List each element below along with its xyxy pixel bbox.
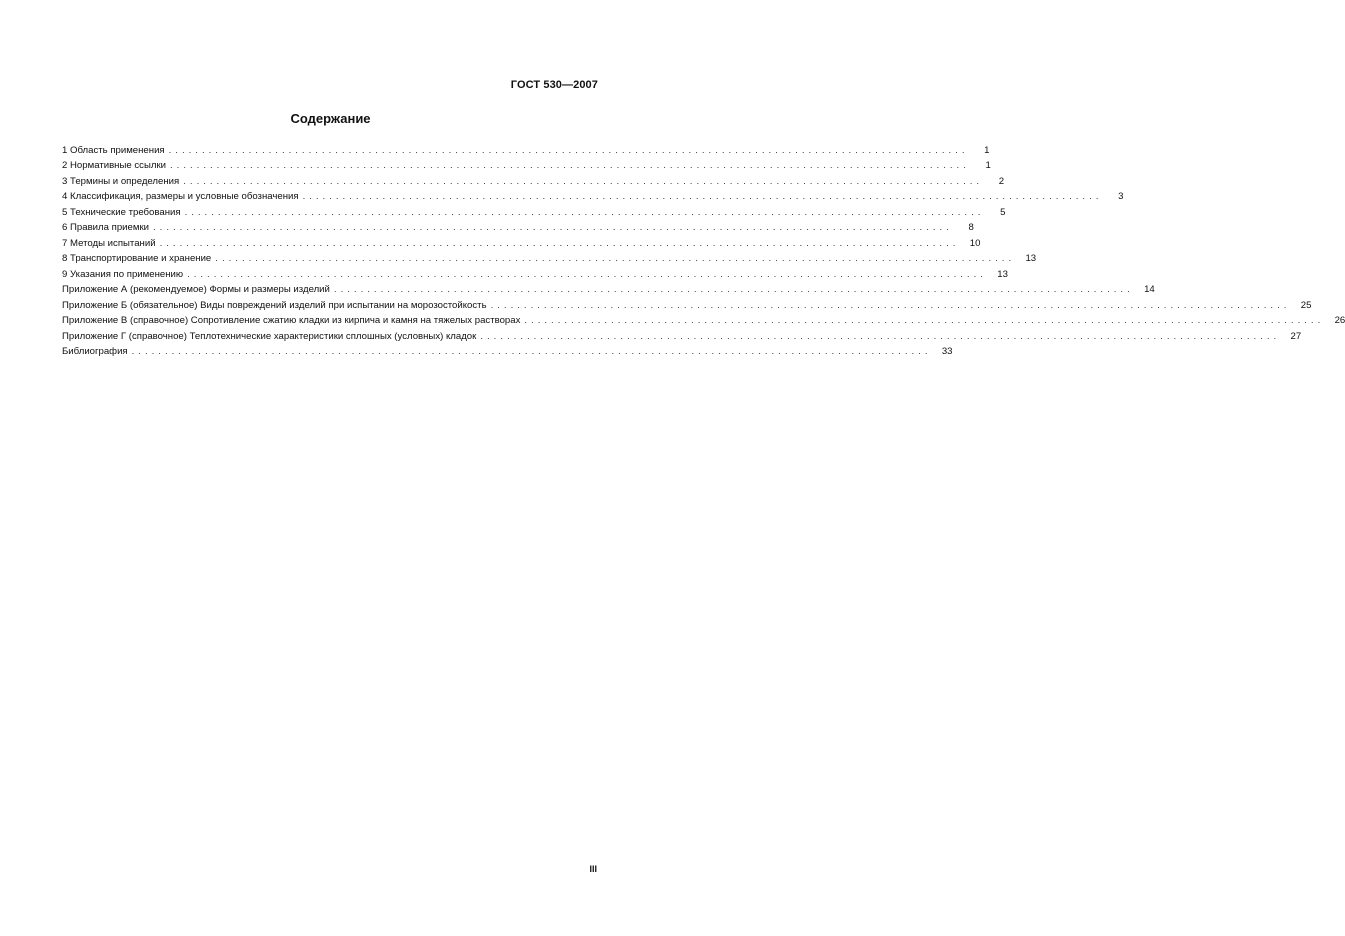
toc-item-label: Приложение Б (обязательное) Виды повреждений изделий при испытании на морозостойкость [62, 299, 487, 311]
toc-leader-dots: ........................................................................................................................ [490, 299, 1291, 311]
table-of-contents [62, 141, 1345, 358]
toc-item-label: 7 Методы испытаний [62, 237, 156, 249]
toc-item-page: 1 [985, 160, 991, 171]
toc-item-page: 14 [1144, 284, 1155, 295]
toc-item-page: 25 [1300, 299, 1312, 311]
toc-item-page: 1 [984, 144, 990, 156]
toc-leader-dots: ........................................................................................................................ [187, 268, 987, 280]
toc-leader-dots: ........................................................................................................................ [302, 191, 1103, 202]
toc-item[interactable] [62, 219, 974, 235]
toc-item[interactable] [62, 250, 1037, 266]
toc-leader-dots: ........................................................................................................................ [153, 222, 953, 233]
toc-item[interactable] [62, 281, 1155, 297]
toc-item[interactable] [62, 141, 990, 157]
toc-item[interactable] [62, 312, 1345, 328]
toc-leader-dots: ........................................................................................................................ [170, 160, 970, 171]
toc-item-page: 2 [998, 175, 1005, 187]
toc-item-label: Библиография [62, 346, 128, 357]
toc-item-label: 6 Правила приемки [62, 222, 149, 233]
toc-item[interactable] [62, 188, 1124, 204]
toc-item[interactable] [62, 296, 1312, 312]
toc-item[interactable] [62, 203, 1006, 219]
toc-leader-dots: ........................................................................................................................ [215, 253, 1016, 264]
toc-title: Содержание [290, 111, 371, 126]
toc-item[interactable] [62, 343, 953, 359]
toc-leader-dots: ........................................................................................................................ [183, 175, 984, 187]
toc-item-page: 10 [969, 237, 981, 249]
toc-item-label: 1 Область применения [62, 144, 165, 156]
toc-item[interactable] [62, 157, 991, 173]
toc-leader-dots: ........................................................................................................................ [184, 206, 985, 218]
toc-item-label: 2 Нормативные ссылки [62, 160, 167, 171]
toc-item-page: 3 [1118, 191, 1124, 202]
toc-item-label: 4 Классификация, размеры и условные обозначения [62, 191, 299, 202]
toc-item-page: 26 [1334, 315, 1345, 326]
toc-leader-dots: ........................................................................................................................ [159, 237, 960, 249]
toc-item-label: Приложение А (рекомендуемое) Формы и размеры изделий [62, 284, 330, 295]
toc-item-label: 9 Указания по применению [62, 268, 184, 280]
document-code: ГОСТ 530—2007 [510, 79, 598, 91]
toc-item[interactable] [62, 327, 1302, 343]
toc-item-page: 33 [941, 346, 953, 357]
toc-leader-dots: ........................................................................................................................ [524, 315, 1325, 326]
toc-item-label: Приложение В (справочное) Сопротивление сжатию кладки из кирпича и камня на тяжелых растворах [62, 315, 521, 326]
toc-item-page: 8 [968, 222, 974, 233]
toc-item-page: 27 [1290, 330, 1302, 342]
toc-item-label: 8 Транспортирование и хранение [62, 253, 212, 264]
toc-leader-dots: ........................................................................................................................ [480, 330, 1281, 342]
toc-leader-dots: ........................................................................................................................ [131, 346, 932, 357]
toc-leader-dots: ........................................................................................................................ [333, 284, 1134, 295]
toc-item-label: 5 Технические требования [62, 206, 181, 218]
toc-item[interactable] [62, 234, 981, 250]
toc-item-page: 5 [1000, 206, 1006, 218]
toc-item-page: 13 [1025, 253, 1037, 264]
page-number: III [589, 864, 597, 874]
toc-item-page: 13 [997, 268, 1008, 280]
toc-leader-dots: ........................................................................................................................ [168, 144, 969, 156]
toc-item-label: 3 Термины и определения [62, 175, 180, 187]
toc-item[interactable] [62, 172, 1005, 188]
toc-item[interactable] [62, 265, 1008, 281]
toc-item-label: Приложение Г (справочное) Теплотехнические характеристики сплошных (условных) кладок [62, 330, 477, 342]
